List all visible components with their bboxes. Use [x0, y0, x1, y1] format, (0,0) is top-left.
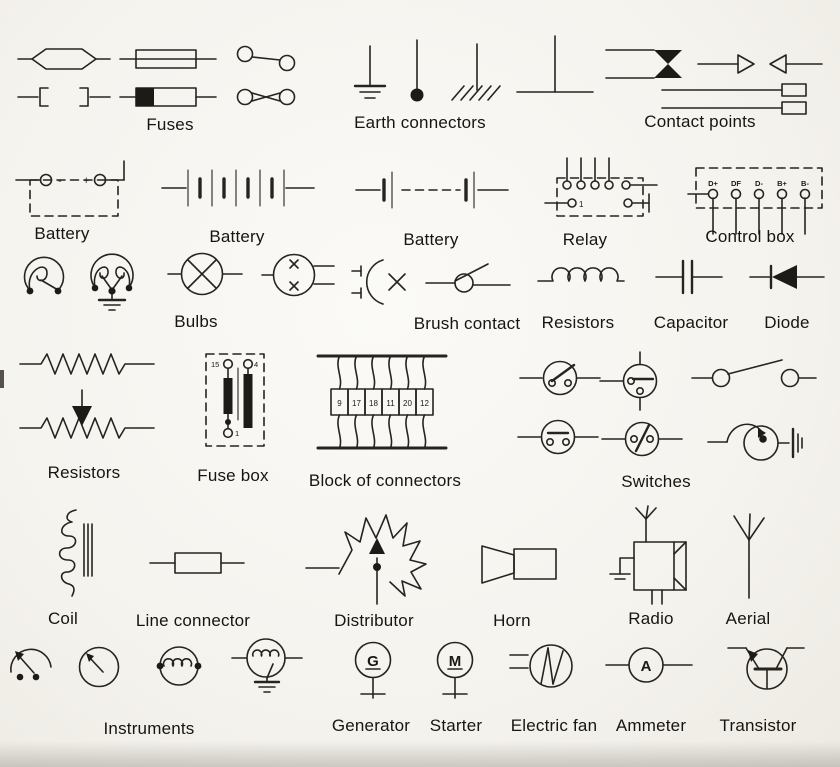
brush-arc-symbol [352, 258, 410, 308]
connector-number-label: 17 [352, 399, 361, 408]
distributor-symbol [306, 510, 446, 604]
ammeter-symbol [606, 646, 692, 684]
battery-box-symbol [16, 156, 134, 222]
earth-tbar-symbol [516, 36, 594, 98]
ammeter-letter: A [640, 658, 652, 675]
resistors-coil-label: Resistors [541, 313, 615, 332]
starter-label: Starter [429, 716, 483, 735]
contact-points-label: Contact points [644, 112, 756, 131]
transistor-symbol [728, 636, 804, 698]
control-box-symbol [688, 154, 830, 238]
aerial-symbol [726, 510, 772, 600]
radio-symbol [606, 506, 702, 608]
bulb-single-filament-symbol [20, 256, 68, 302]
connector-number-label: 9 [337, 399, 342, 408]
block-of-connectors-symbol [318, 348, 452, 456]
instruments-label: Instruments [103, 719, 195, 738]
battery-cells-symbol [162, 166, 314, 210]
switch-ignition-symbol [708, 418, 818, 466]
switch-open-symbol [520, 358, 600, 398]
capacitor-label: Capacitor [653, 313, 729, 332]
resistor-coil-symbol [538, 260, 624, 294]
switch-knife-symbol [692, 358, 816, 390]
connector-number-label: 20 [403, 399, 412, 408]
relay-terminal-label: 1 [579, 200, 584, 209]
transistor-label: Transistor [719, 716, 797, 735]
instrument-needle-symbol [76, 644, 122, 690]
control-box-terminal-label: DF [731, 179, 741, 188]
line-connector-symbol [150, 548, 244, 578]
horn-label: Horn [493, 611, 531, 630]
bulb-cross-symbol [168, 252, 246, 296]
electric-fan-symbol [510, 642, 590, 690]
relay-symbol [545, 156, 657, 224]
line-connector-label: Line connector [135, 611, 251, 630]
electric-fan-label: Electric fan [510, 716, 598, 735]
diode-symbol [750, 262, 824, 292]
contact-arrow-symbol [698, 52, 822, 76]
contact-plug-symbol [662, 82, 814, 116]
brush-contact-symbol [426, 262, 510, 300]
connector-number-label: 18 [369, 399, 378, 408]
fuse-cartridge-symbol [120, 46, 216, 72]
fuse-bowtie-symbol [236, 82, 296, 112]
brush-contact-label: Brush contact [413, 314, 521, 333]
instrument-coil-earth-symbol [232, 638, 302, 704]
earth-dot-symbol [406, 40, 428, 104]
starter-letter: M [448, 653, 462, 670]
fuse-box-terminal4-label: 4 [254, 360, 259, 369]
contact-breaker-symbol [606, 42, 700, 86]
control-box-terminal-label: B- [801, 179, 809, 188]
ammeter-label: Ammeter [615, 716, 687, 735]
fuse-loop-symbol [236, 44, 296, 74]
control-box-terminal-label: D+ [708, 179, 718, 188]
earth-connectors-label: Earth connectors [354, 113, 486, 132]
generator-letter: G [367, 653, 379, 670]
starter-symbol [432, 640, 478, 704]
instrument-gauge-symbol [6, 642, 54, 690]
battery-minus-label: - [58, 175, 62, 187]
scan-edge-artifact [0, 370, 4, 388]
control-box-terminal-label: B+ [777, 179, 787, 188]
battery-split-symbol [356, 170, 508, 210]
earth-hatched-symbol [450, 44, 504, 104]
connector-number-label: 12 [420, 399, 429, 408]
connector-number-label: 11 [386, 399, 395, 408]
relay-label: Relay [562, 230, 608, 249]
fuse-bracket-symbol [18, 84, 110, 110]
resistors-zigzag-label: Resistors [47, 463, 121, 482]
scan-bottom-shadow [0, 741, 840, 767]
bulb-double-contact-symbol [262, 252, 338, 298]
battery1-label: Battery [34, 224, 90, 243]
battery3-label: Battery [403, 230, 459, 249]
generator-label: Generator [331, 716, 411, 735]
resistor-zigzag-symbol [20, 350, 154, 378]
instrument-coil-symbol [150, 644, 208, 688]
bulb-twin-filament-earth-symbol [84, 248, 140, 318]
fuse-box-symbol [202, 348, 268, 454]
fuse-box-terminal1-label: 1 [235, 429, 240, 438]
fuse-box-terminal15-label: 15 [211, 360, 220, 369]
coil-symbol [42, 508, 102, 598]
battery-plus-label: + [83, 175, 90, 187]
capacitor-symbol [656, 256, 722, 298]
radio-label: Radio [628, 609, 674, 628]
fuse-cartridge-filled-symbol [120, 84, 216, 110]
horn-symbol [478, 540, 562, 590]
battery2-label: Battery [209, 227, 265, 246]
fuse-box-label: Fuse box [197, 466, 269, 485]
diode-label: Diode [764, 313, 810, 332]
fuse-hexagon-symbol [18, 46, 110, 72]
distributor-label: Distributor [334, 611, 414, 630]
switches-label: Switches [621, 472, 691, 491]
control-box-terminal-label: D- [755, 179, 763, 188]
aerial-label: Aerial [725, 609, 771, 628]
fuses-label: Fuses [146, 115, 194, 134]
switch-closed-symbol [518, 418, 598, 456]
coil-label: Coil [47, 609, 79, 628]
control-box-label: Control box [705, 227, 795, 246]
bulbs-label: Bulbs [174, 312, 218, 331]
generator-symbol [350, 640, 396, 704]
block-of-connectors-label: Block of connectors [308, 471, 462, 490]
switch-slash-symbol [602, 420, 682, 458]
earth-ground-symbol [352, 46, 388, 104]
switch-four-way-symbol [600, 352, 680, 410]
resistor-variable-symbol [20, 390, 154, 444]
